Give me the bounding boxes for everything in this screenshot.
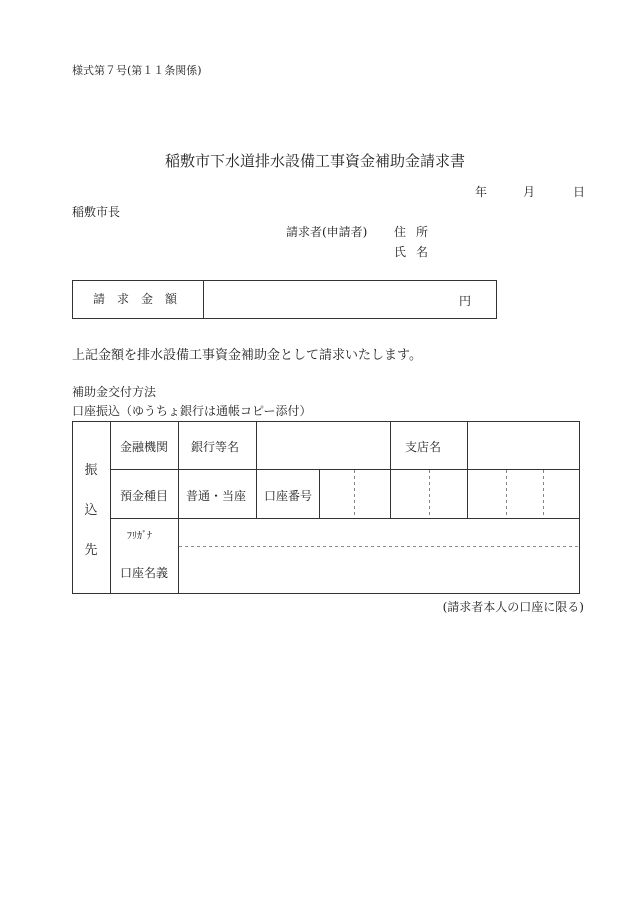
account-disclaimer: (請求者本人の口座に限る): [442, 600, 584, 614]
address-label: 住所: [394, 225, 439, 239]
payment-method-heading: 補助金交付方法: [72, 385, 157, 399]
bank-name-label: 銀行等名: [191, 440, 240, 454]
applicant-label: 請求者(申請者): [286, 225, 368, 239]
request-statement: 上記金額を排水設備工事資金補助金として請求いたします。: [72, 348, 422, 363]
account-number-label: 口座番号: [264, 489, 313, 503]
financial-institution-label: 金融機関: [120, 440, 169, 454]
amount-label: 請求金額: [73, 281, 204, 318]
date-month-label: 月: [523, 185, 536, 199]
amount-box: [72, 280, 497, 319]
amount-field[interactable]: [204, 281, 496, 318]
furigana-label: ﾌﾘｶﾞﾅ: [127, 531, 152, 542]
transfer-to-char-3: 先: [84, 543, 98, 558]
deposit-type-value: 普通・当座: [186, 489, 247, 503]
transfer-heading: 口座振込（ゆうちょ銀行は通帳コピー添付）: [72, 404, 312, 418]
name-label: 氏名: [394, 245, 439, 259]
yen-unit: 円: [458, 294, 471, 308]
deposit-type-label: 預金種目: [120, 489, 169, 503]
transfer-to-char-2: 込: [84, 503, 98, 518]
addressee: 稲敷市長: [72, 205, 121, 219]
bank-account-table: [72, 421, 580, 595]
form-number: 様式第７号(第１１条関係): [72, 64, 202, 77]
branch-name-label: 支店名: [405, 440, 442, 454]
date-day-label: 日: [573, 185, 586, 199]
account-holder-label: 口座名義: [120, 566, 169, 580]
date-year-label: 年: [475, 185, 488, 199]
transfer-to-char-1: 振: [84, 463, 98, 478]
document-title: 稲敷市下水道排水設備工事資金補助金請求書: [164, 152, 465, 170]
